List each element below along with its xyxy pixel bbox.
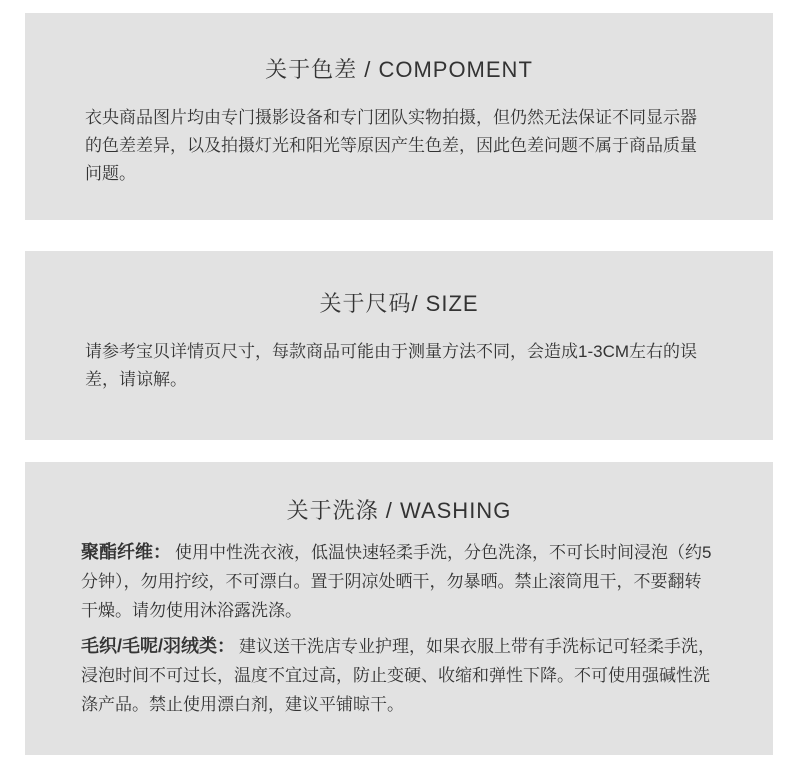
section-color-difference	[25, 13, 773, 220]
section-title-washing: 关于洗涤 / WASHING	[286, 497, 512, 523]
section-washing	[25, 462, 773, 756]
washing-paragraph-polyester	[81, 538, 717, 625]
section-body-size: 请参考宝贝详情页尺寸，每款商品可能由于测量方法不同，会造成1-3CM左右的误差，请谅解。	[85, 341, 698, 389]
paragraph-text-wool: 建议送干洗店专业护理，如果衣服上带有手洗标记可轻柔手洗，浸泡时间不可过长，温度不宜过高，防止变硬、收缩和弹性下降。不可使用强碱性洗涤产品。禁止使用漂白剂，建议平铺晾干。	[81, 637, 716, 715]
section-size	[25, 251, 773, 440]
section-title-size: 关于尺码/ SIZE	[319, 290, 479, 316]
washing-paragraph-wool	[81, 632, 717, 719]
paragraph-lead-polyester: 聚酯纤维：	[81, 542, 171, 563]
paragraph-lead-wool: 毛织/毛呢/羽绒类：	[81, 636, 236, 657]
section-body-color-difference: 衣央商品图片均由专门摄影设备和专门团队实物拍摄，但仍然无法保证不同显示器的色差差异，以及拍摄灯光和阳光等原因产生色差，因此色差问题不属于商品质量问题。	[85, 107, 697, 183]
paragraph-text-polyester: 使用中性洗衣液，低温快速轻柔手洗，分色洗涤，不可长时间浸泡（约5分钟），勿用拧绞，不可漂白。置于阴凉处晒干，勿暴晒。禁止滚筒甩干，不要翻转干燥。请勿使用沐浴露洗涤。	[81, 543, 712, 621]
section-title-color-difference: 关于色差 / COMPOMENT	[265, 57, 533, 82]
